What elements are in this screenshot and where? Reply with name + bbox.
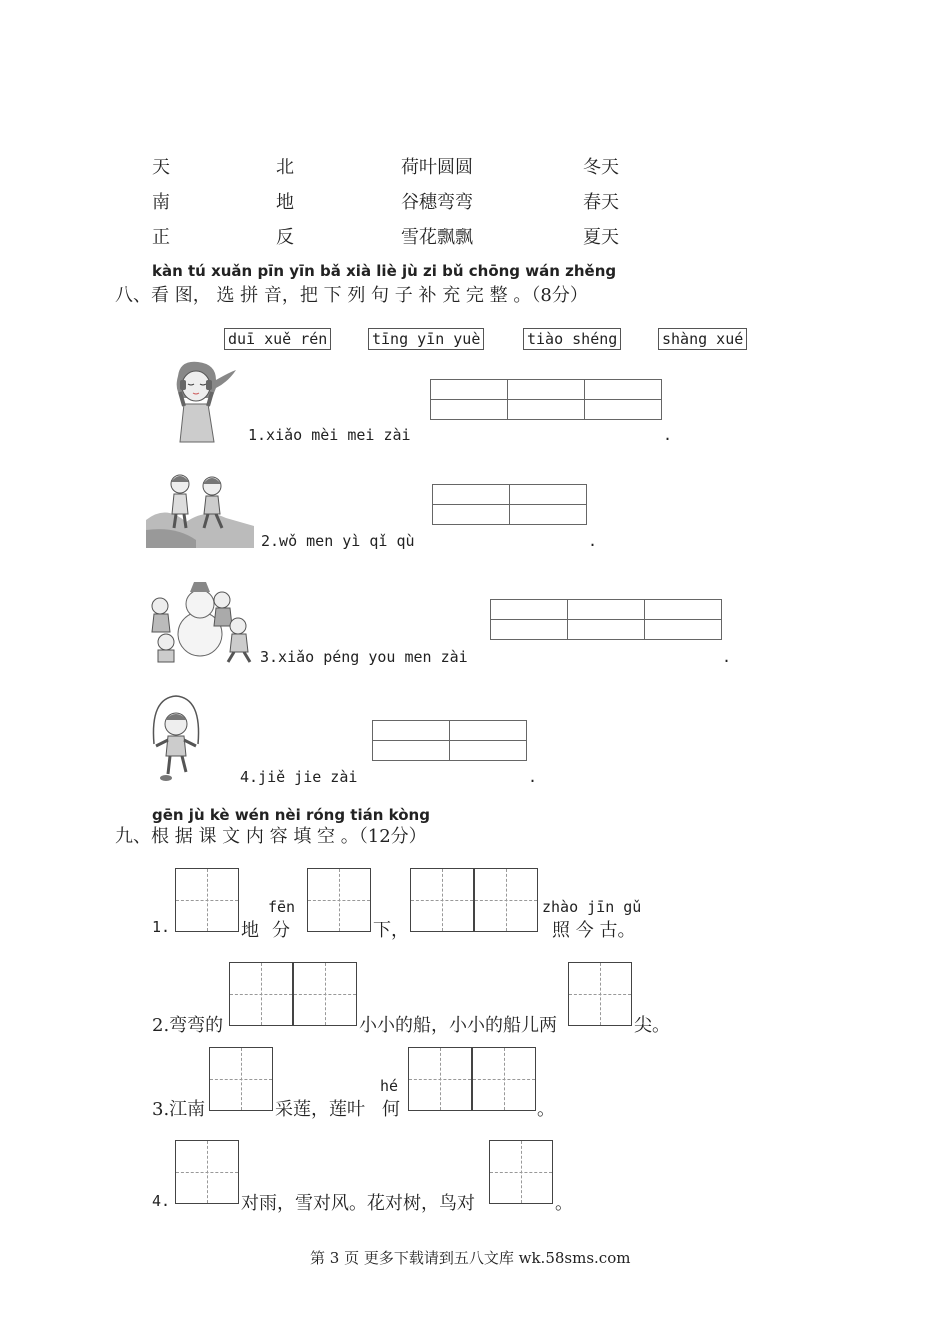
word-cell: 反: [276, 227, 294, 248]
tianzige-box[interactable]: [293, 962, 357, 1026]
q4-text2: 。: [555, 1193, 573, 1214]
q1-zjg-pinyin: zhào jīn gǔ: [542, 898, 642, 916]
q3-text2: 采莲，莲叶: [275, 1099, 365, 1120]
word-cell: 冬天: [583, 157, 619, 178]
girl-listening-music-icon: [160, 358, 240, 446]
tianzige-box[interactable]: [410, 868, 474, 932]
q3-text3: 。: [537, 1099, 555, 1120]
tianzige-box[interactable]: [408, 1047, 472, 1111]
item2-text: 2.wǒ men yì qǐ qù: [261, 532, 415, 550]
tianzige-box[interactable]: [229, 962, 293, 1026]
item3-text: 3.xiǎo péng you men zài: [260, 648, 468, 666]
girl-jumping-rope-icon: [146, 694, 206, 786]
option-shangxue: shàng xué: [658, 328, 747, 350]
q1-fen-pinyin: fēn: [268, 898, 296, 916]
q2-text1: 2.弯弯的: [152, 1015, 224, 1036]
tianzige-box[interactable]: [474, 868, 538, 932]
word-cell: 春天: [583, 192, 619, 213]
section9-heading: 九、根 据 课 文 内 容 填 空 。（12分）: [115, 826, 427, 847]
word-cell: 雪花飘飘: [401, 227, 473, 248]
q1-text2: 下，: [373, 920, 409, 941]
word-cell: 谷穗弯弯: [401, 192, 473, 213]
section8-pinyin: kàn tú xuǎn pīn yīn bǎ xià liè jù zi bǔ chōng wán zhěng: [152, 262, 617, 280]
answer-grid-4[interactable]: [372, 720, 527, 761]
answer-grid-1[interactable]: [430, 379, 662, 420]
q3-he-pinyin: hé: [380, 1077, 399, 1095]
item1-end: .: [663, 426, 673, 444]
word-cell: 天: [152, 157, 170, 178]
item4-text: 4.jiě jie zài: [240, 768, 358, 786]
word-cell: 北: [276, 157, 294, 178]
q2-text3: 尖。: [634, 1015, 670, 1036]
q4-number: 4.: [152, 1192, 171, 1210]
item2-end: .: [588, 532, 598, 550]
page-footer: 第 3 页 更多下载请到五八文库 wk.58sms.com: [310, 1249, 631, 1267]
tianzige-box[interactable]: [472, 1047, 536, 1111]
tianzige-box[interactable]: [175, 1140, 239, 1204]
tianzige-box[interactable]: [568, 962, 632, 1026]
tianzige-box[interactable]: [209, 1047, 273, 1111]
answer-grid-2[interactable]: [432, 484, 587, 525]
q4-text1: 对雨，雪对风。花对树，鸟对: [241, 1193, 475, 1214]
q3-text1: 3.江南: [152, 1099, 206, 1120]
item4-end: .: [528, 768, 538, 786]
word-cell: 南: [152, 192, 170, 213]
q1-fen: 分: [272, 920, 290, 941]
q1-number: 1.: [152, 918, 171, 936]
option-duixueren: duī xuě rén: [224, 328, 331, 350]
q3-he: 何: [382, 1099, 400, 1120]
item3-end: .: [722, 648, 732, 666]
word-cell: 夏天: [583, 227, 619, 248]
option-tiaosheng: tiào shéng: [523, 328, 621, 350]
q2-text2: 小小的船，小小的船儿两: [359, 1015, 557, 1036]
answer-grid-3[interactable]: [490, 599, 722, 640]
section8-heading: 八、看 图， 选 拼 音，把 下 列 句 子 补 充 完 整 。（8分）: [115, 285, 588, 306]
tianzige-box[interactable]: [175, 868, 239, 932]
q1-text1: 地: [241, 920, 259, 941]
section9-pinyin: gēn jù kè wén nèi róng tián kòng: [152, 806, 430, 824]
word-cell: 正: [152, 227, 170, 248]
word-cell: 地: [276, 192, 294, 213]
item1-text: 1.xiǎo mèi mei zài: [248, 426, 411, 444]
children-walking-to-school-icon: [146, 470, 254, 548]
option-tingyinyue: tīng yīn yuè: [368, 328, 484, 350]
tianzige-box[interactable]: [489, 1140, 553, 1204]
tianzige-box[interactable]: [307, 868, 371, 932]
q1-zjg: 照 今 古。: [552, 920, 636, 941]
children-making-snowman-icon: [142, 576, 254, 664]
word-cell: 荷叶圆圆: [401, 157, 473, 178]
